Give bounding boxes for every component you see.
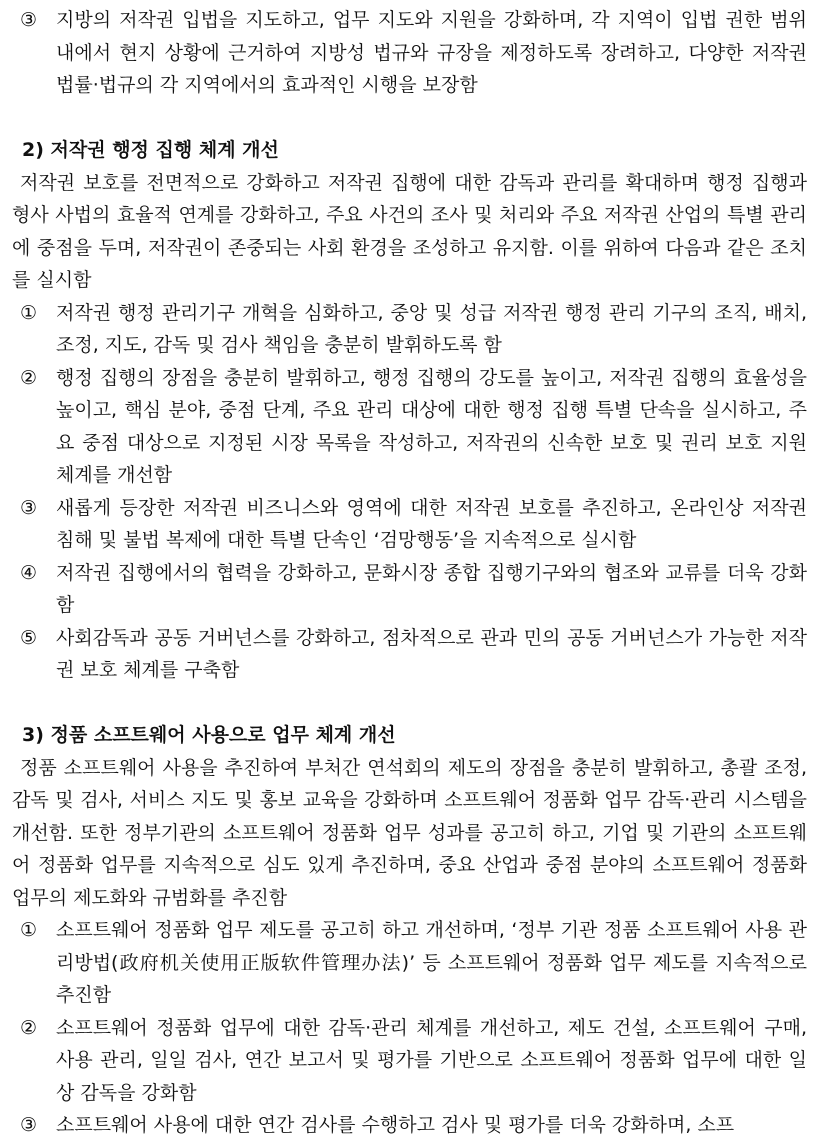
item-text: 소프트웨어 사용에 대한 연간 검사를 수행하고 검사 및 평가를 더욱 강화하며, 소프 — [56, 1114, 735, 1136]
item-number: ① — [20, 301, 38, 324]
section-heading: 3) 정품 소프트웨어 사용으로 업무 체계 개선 — [22, 724, 396, 746]
item-text: 저작권 행정 관리기구 개혁을 심화하고, 중앙 및 성급 저작권 행정 관리 기구의 조직, 배치, 조정, 지도, 감독 및 검사 책임을 충분히 발휘하도록 함 — [56, 301, 807, 356]
spacer — [12, 102, 807, 135]
list-item — [12, 362, 807, 492]
item-text: 소프트웨어 정품화 업무 제도를 공고히 하고 개선하며, ‘정부 기관 정품 소프트웨어 사용 관리방법(政府机关使用正版软件管理办法)’ 등 소프트웨어 정품화 업무 제도를 지속적으로 추진함 — [56, 919, 807, 1006]
item-number: ③ — [20, 1114, 38, 1136]
section-heading: 2) 저작권 행정 집행 체계 개선 — [22, 139, 279, 161]
item-number: ④ — [20, 561, 38, 584]
list-item — [12, 557, 807, 622]
item-text: 소프트웨어 정품화 업무에 대한 감독·관리 체계를 개선하고, 제도 건설, 소프트웨어 구매, 사용 관리, 일일 검사, 연간 보고서 및 평가를 기반으로 소프트웨어 정품화 업무에 대한 일상 감독을 강화함 — [56, 1016, 807, 1104]
list-item — [12, 4, 807, 102]
list-item — [12, 1012, 807, 1110]
item-text: 행정 집행의 장점을 충분히 발휘하고, 행정 집행의 강도를 높이고, 저작권 집행의 효율성을 높이고, 핵심 분야, 중점 단계, 주요 관리 대상에 대한 행정 집행 특별 단속을 실시하고, 주요 중점 대상으로 지정된 시장 목록을 작성하고, 저작권의 신속한 보호 및 권리 보호 지원 체계를 개선함 — [56, 366, 807, 486]
spacer — [12, 687, 807, 720]
item-text: 저작권 집행에서의 협력을 강화하고, 문화시장 종합 집행기구와의 협조와 교류를 더욱 강화함 — [56, 561, 807, 616]
item-number: ⑤ — [20, 626, 38, 649]
item-number: ③ — [20, 9, 38, 31]
list-item — [12, 914, 807, 1012]
item-number: ② — [20, 1016, 38, 1039]
list-item — [12, 1109, 807, 1142]
list-item — [12, 622, 807, 687]
section-intro: 정품 소프트웨어 사용을 추진하여 부처간 연석회의 제도의 장점을 충분히 발휘하고, 총괄 조정, 감독 및 검사, 서비스 지도 및 홍보 교육을 강화하며 소프트웨어 정품화 업무 감독·관리 시스템을 개선함. 또한 정부기관의 소프트웨어 정품화 업무 성과를 공고히 하고, 기업 및 기관의 소프트웨어 정품화 업무를 지속적으로 심도 있게 추진하며, 중요 산업과 중점 분야의 소프트웨어 정품화 업무의 제도화와 규범화를 추진함 — [12, 756, 807, 909]
item-text: 사회감독과 공동 거버넌스를 강화하고, 점차적으로 관과 민의 공동 거버넌스가 가능한 저작권 보호 체계를 구축함 — [56, 626, 807, 681]
list-item — [12, 492, 807, 557]
item-text: 지방의 저작권 입법을 지도하고, 업무 지도와 지원을 강화하며, 각 지역이 입법 권한 범위 내에서 현지 상황에 근거하여 지방성 법규와 규장을 제정하도록 장려하고, 다양한 저작권 법률·법규의 각 지역에서의 효과적인 시행을 보장함 — [56, 9, 807, 96]
item-number: ② — [20, 366, 38, 389]
item-number: ① — [20, 919, 38, 941]
item-text: 새롭게 등장한 저작권 비즈니스와 영역에 대한 저작권 보호를 추진하고, 온라인상 저작권 침해 및 불법 복제에 대한 특별 단속인 ‘검망행동’을 지속적으로 실시함 — [56, 496, 807, 551]
section-intro: 저작권 보호를 전면적으로 강화하고 저작권 집행에 대한 감독과 관리를 확대하며 행정 집행과 형사 사법의 효율적 연계를 강화하고, 주요 사건의 조사 및 처리와 주요 저작권 산업의 특별 관리에 중점을 두며, 저작권이 존중되는 사회 환경을 조성하고 유지함. 이를 위하여 다음과 같은 조치를 실시함 — [12, 171, 807, 291]
list-item — [12, 297, 807, 362]
item-number: ③ — [20, 496, 38, 519]
